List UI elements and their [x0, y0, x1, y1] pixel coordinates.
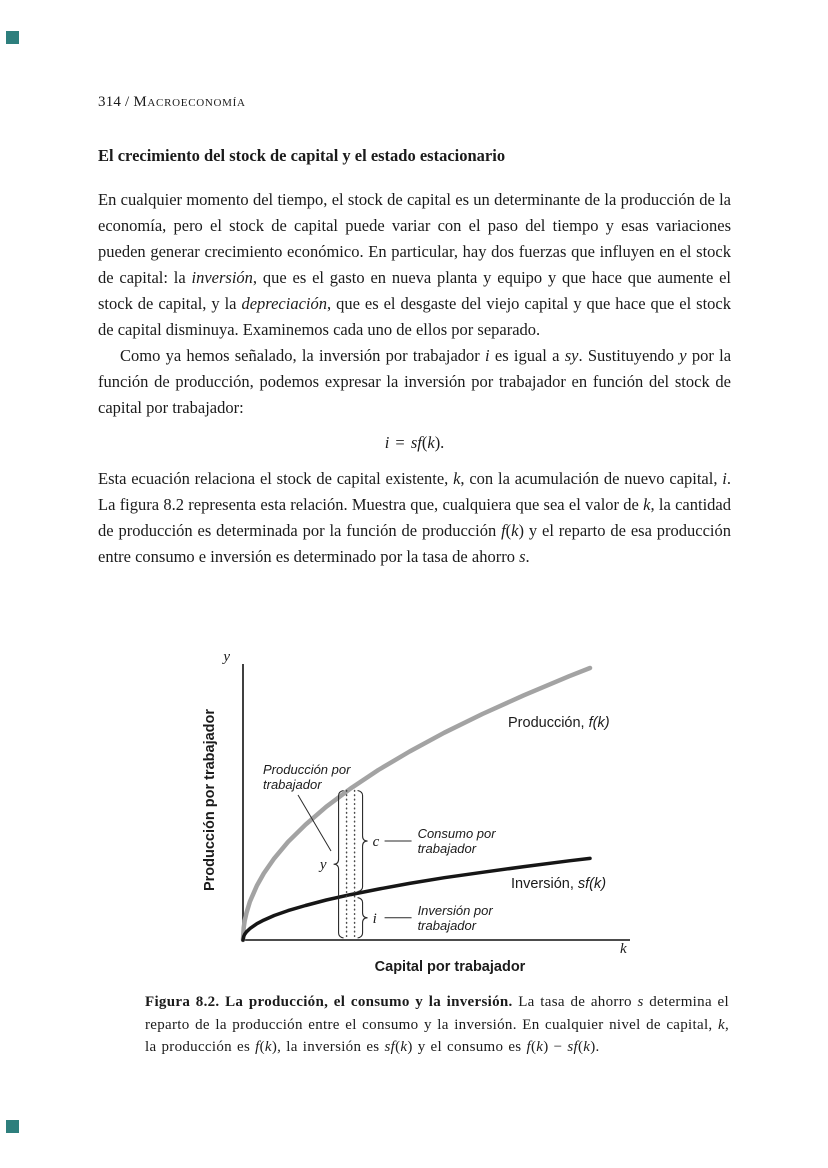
equation: i = sf(k). — [384, 433, 445, 452]
book-title: Macroeconomía — [133, 94, 246, 110]
scan-mark-top — [6, 31, 19, 44]
output-annotation-line1: Producción por — [263, 762, 351, 777]
figure-caption: Figura 8.2. La producción, el consumo y la inversión. La tasa de ahorro s determina el reparto de la producción entre el consumo y la inversión. En cualquier nivel de capital, k, la producción es f(k), la inversión es sf(k) y el consumo es f(k) − sf(k). — [145, 994, 729, 1055]
x-axis-symbol: k — [620, 941, 627, 957]
investment-curve-label: Inversión, sf(k) — [511, 876, 607, 892]
text-column — [98, 146, 731, 570]
section-heading: El crecimiento del stock de capital y el estado estacionario — [98, 146, 506, 165]
c-symbol: c — [372, 834, 380, 851]
y-brace — [334, 790, 344, 938]
paragraph-2: Como ya hemos señalado, la inversión por trabajador i es igual a sy. Sustituyendo y por la función de producción, podemos expresar la inversión por trabajador en función del stock de capital por trabajador: — [98, 346, 732, 417]
figure-8-2 — [178, 648, 738, 982]
y-brace-symbol: y — [319, 857, 327, 874]
i-brace — [358, 898, 368, 938]
consumption-annotation-line1: Consumo por — [417, 826, 496, 842]
c-brace — [358, 790, 368, 891]
production-curve — [243, 668, 590, 940]
investment-annotation-line1: Inversión por — [417, 902, 493, 918]
y-axis-title: Producción por trabajador — [202, 708, 218, 892]
scan-mark-bottom — [6, 1120, 19, 1133]
running-head — [98, 94, 246, 111]
paragraph-3: Esta ecuación relaciona el stock de capital existente, k, con la acumulación de nuevo capital, i. La figura 8.2 representa esta relación. Muestra que, cualquiera que sea el valor de k, la cantidad de producción es determinada por la función de producción f(k) y el reparto de esa producción entre consumo e inversión es determinado por la tasa de ahorro s. — [98, 469, 732, 566]
investment-annotation-line2: trabajador — [417, 917, 477, 933]
paragraph-1: En cualquier momento del tiempo, el stock de capital es un determinante de la producción de la economía, pero el stock de capital puede variar con el paso del tiempo y esas variaciones pueden generar crecimiento económico. En particular, hay dos fuerzas que influyen en el stock de capital: la inversión, que es el gasto en nueva planta y equipo y que hace que aumente el stock de capital, y la depreciación, que es el desgaste del viejo capital y que hace que el stock de capital disminuya. Examinemos cada uno de ellos por separado. — [98, 190, 731, 339]
page-number: 314 / — [98, 94, 134, 110]
figure-plot — [178, 648, 738, 982]
consumption-annotation-line2: trabajador — [417, 841, 477, 857]
y-axis-symbol: y — [223, 649, 230, 665]
production-curve-label: Producción, f(k) — [508, 715, 610, 731]
output-pointer-line — [298, 795, 331, 851]
investment-curve — [243, 858, 590, 940]
x-axis-title: Capital por trabajador — [374, 959, 526, 975]
output-annotation-line2: trabajador — [263, 777, 322, 792]
i-symbol: i — [372, 910, 377, 927]
